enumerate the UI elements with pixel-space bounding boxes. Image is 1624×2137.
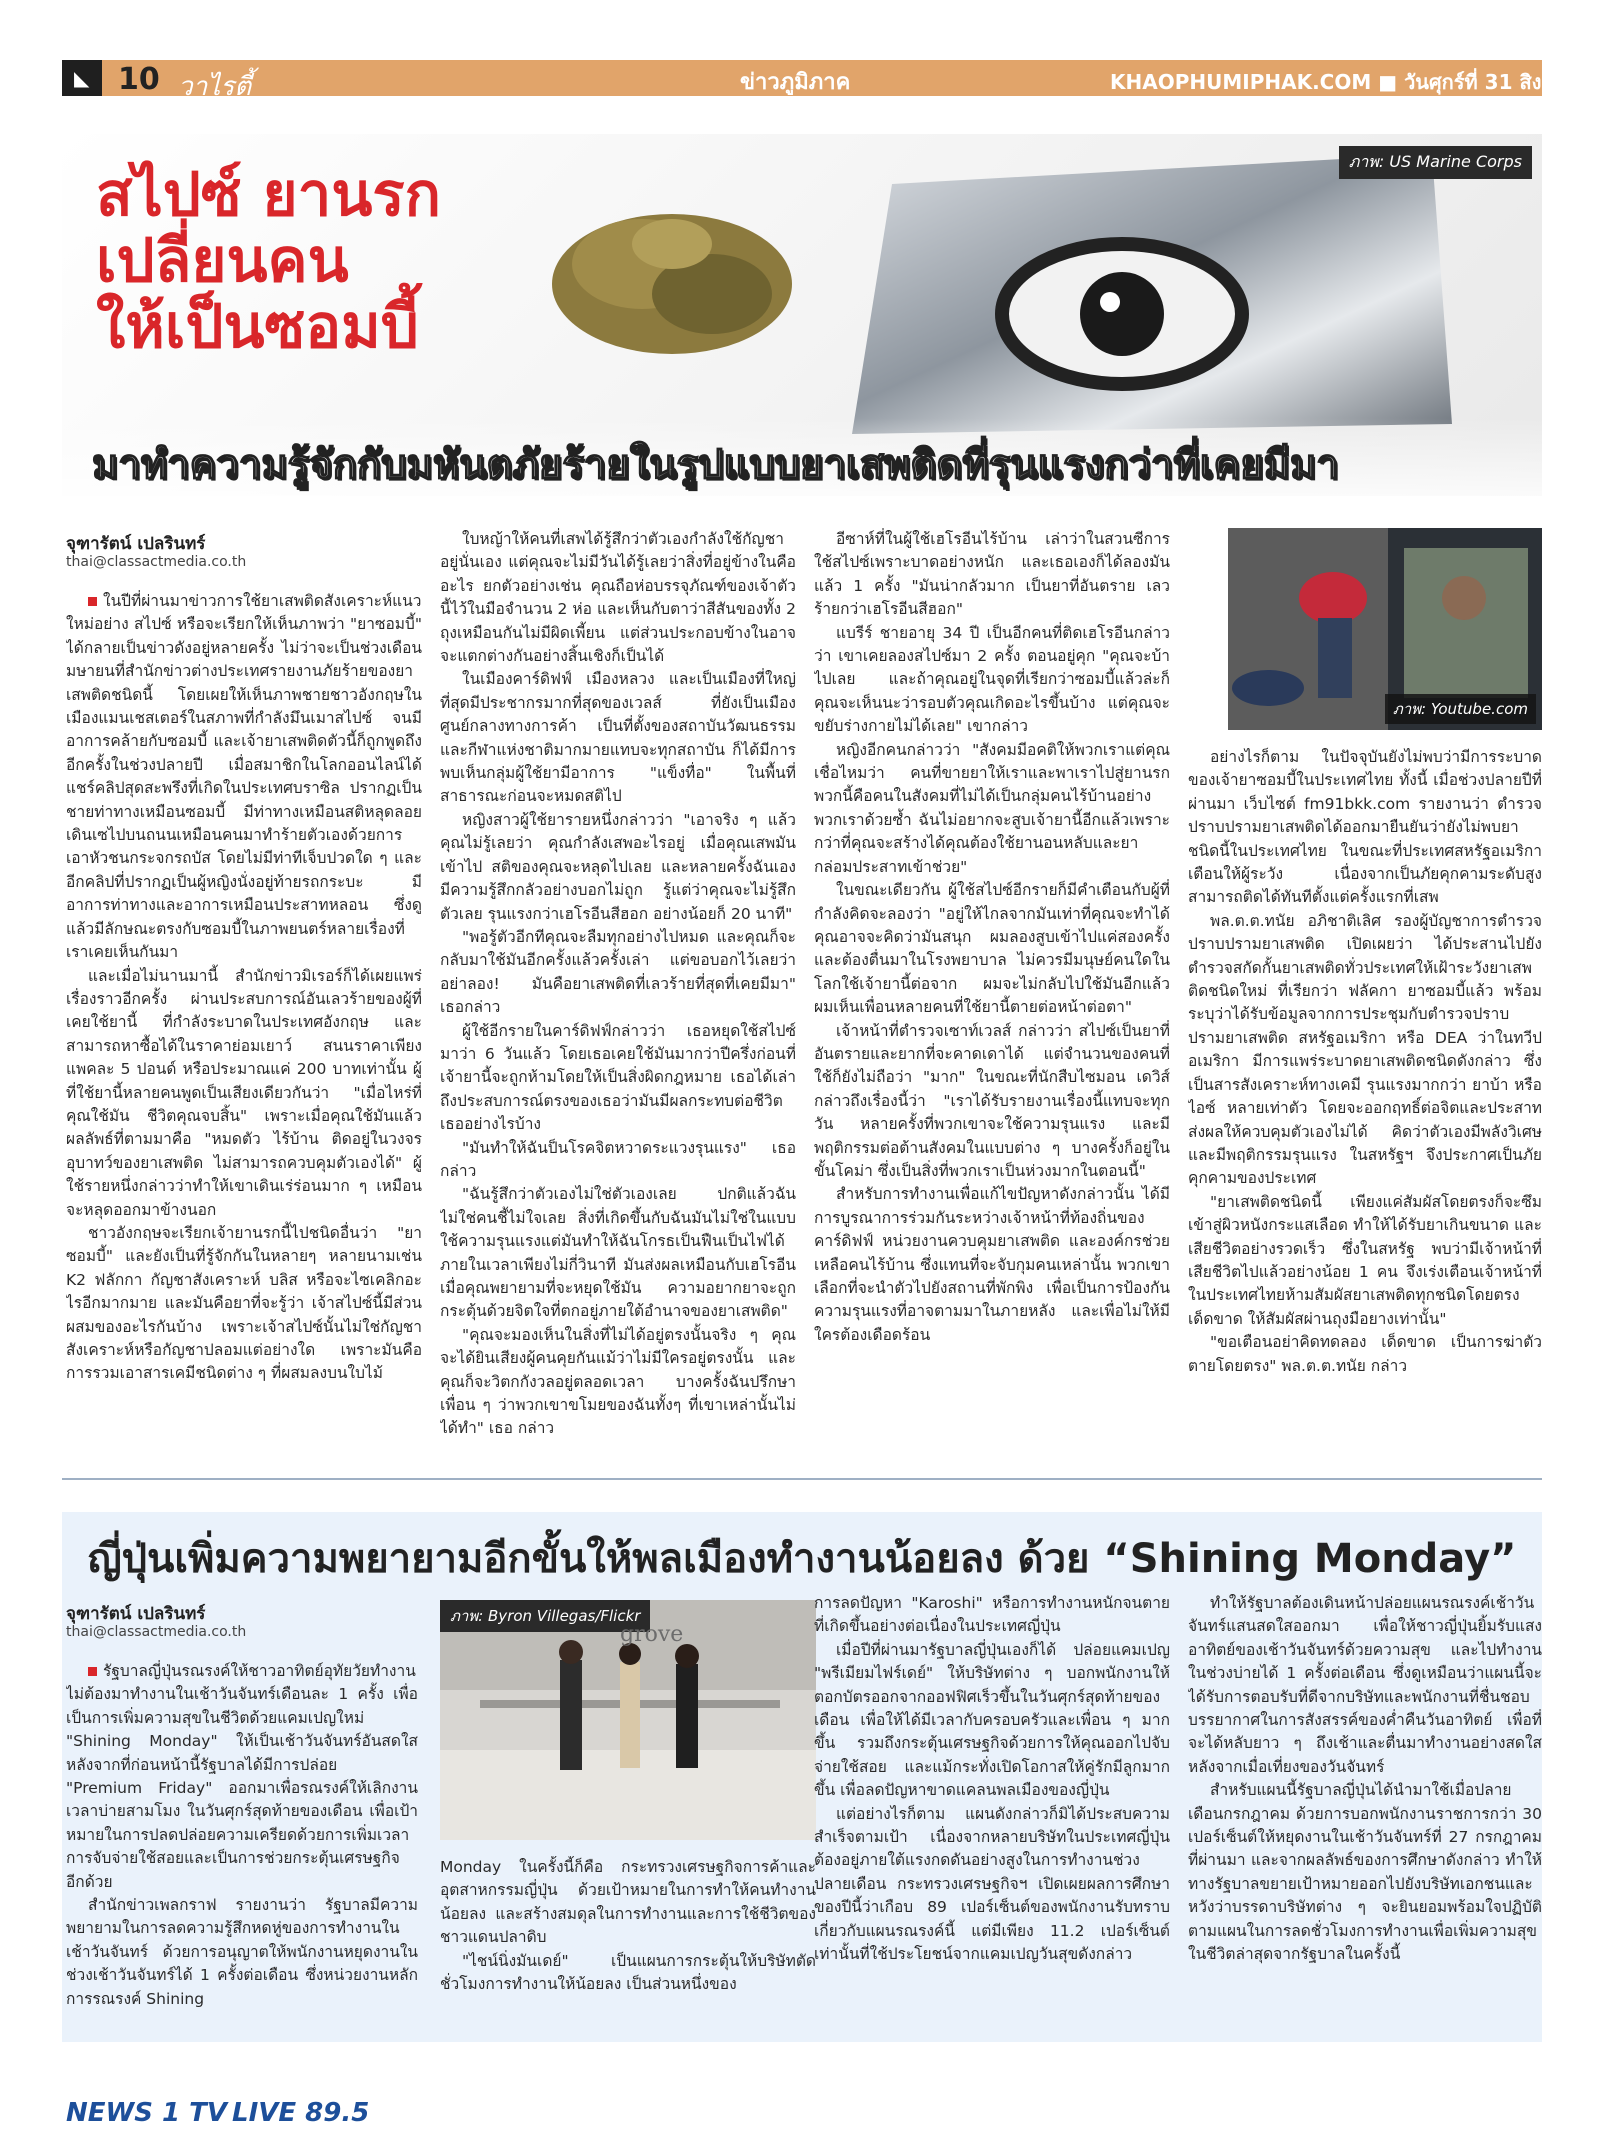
article1-subtitle-band [62, 418, 1542, 496]
paragraph: แบรีร์ ชายอายุ 34 ปี เป็นอีกคนที่ติดเฮโรอีนกล่าวว่า เขาเคยลองสไปซ์มา 2 ครั้ง ตอนอยู่คุก "คุณจะบ้าไปเลย และถ้าคุณอยู่ในจุดที่เรียกว่าซอมบี้แล้วล่ะก็ คุณจะเห็นนะว่ารอบตัวคุณเกิดอะไรขึ้นบ้าง แต่คุณจะขยับร่างกายไม่ได้เลย" เขากล่าว [814, 623, 1170, 736]
paragraph: และเมื่อไม่นานมานี้ สำนักข่าวมิเรอร์ก็ได้เผยแพร่เรื่องราวอีกครั้ง ผ่านประสบการณ์อันเลวร้ายของผู้ที่เคยใช้ยานี้ ที่กำลังระบาดในประเทศอังกฤษ และสามารถหาซื้อได้ในราคาย่อมเยาว์ สนนราคาเพียงแพคละ 5 ปอนด์ หรือประมาณแค่ 200 บาทเท่านั้น ผู้ที่ใช้ยานี้หลายคนพูดเป็นเสียงเดียวกันว่า "เมื่อไหร่ที่คุณใช้มัน ชีวิตคุณจบสิ้น" เพราะเมื่อคุณใช้มันแล้ว ผลลัพธ์ที่ตามมาคือ "หมดตัว ไร้บ้าน ติดอยู่ในวงจรอุบาทว์ของยาเสพติด ไม่สามารถควบคุมตัวเองได้" ผู้ใช้รายหนึ่งกล่าวว่าทำให้เขาเดินเร่ร่อนมาก ๆ เหมือนจะหลุดออกมาข้างนอก [66, 966, 422, 1219]
newspaper-logo: ข่าวภูมิภาค [740, 70, 851, 95]
paragraph: พล.ต.ต.ทนัย อภิชาติเลิศ รองผู้บัญชาการตำรวจปราบปรามยาเสพติด เปิดเผยว่า ได้ประสานไปยังตำรวจสกัดกั้นยาเสพติดทั่วประเทศให้เฝ้าระวังยาเสพติดชนิดใหม่ ที่เรียกว่า ฟลัคกา ยาซอมบี้แล้ว พร้อมระบุว่าได้รับข้อมูลจากการประชุมกับตำรวจปราบปรามยาเสพติด สหรัฐอเมริกา หรือ DEA ว่าในทวีปอเมริกา มีการแพร่ระบาดยาเสพติดชนิดดังกล่าว ซึ่งเป็นสารสังเคราะห์ทางเคมี รุนแรงมากกว่า ยาบ้า หรือไอซ์ หลายเท่าตัว โดยจะออกฤทธิ์ต่อจิตและประสาท ส่งผลให้ควบคุมตัวเองไม่ได้ คิดว่าตัวเองมีพลังวิเศษ และมีพฤติกรรมรุนแรง ในสหรัฐฯ จึงประกาศเป็นภัยคุกคามของประเทศ [1188, 911, 1542, 1188]
article1-photo-credit: ภาพ: US Marine Corps [1339, 146, 1532, 179]
paragraph: ในขณะเดียวกัน ผู้ใช้สไปซ์อีกรายก็มีคำเตือนกับผู้ที่กำลังคิดจะลองว่า "อยู่ให้ไกลจากมันเท่าที่คุณจะทำได้ คุณอาจจะคิดว่ามันสนุก ผมลองสูบเข้าไปแค่สองครั้งและต้องตื่นมาในโรงพยาบาล ไม่ควรมีมนุษย์คนใดในโลกใช้เจ้ายานี้ต่อจาก ผมจะไม่กลับไปใช้มันอีกแล้ว ผมเห็นเพื่อนหลายคนที่ใช้ยานี้ตายต่อหน้าต่อตา" [814, 881, 1170, 1017]
article2-author: จุฑารัตน์ เปลรินทร์ [66, 1604, 206, 1624]
article1-side-photo-credit: ภาพ: Youtube.com [1385, 694, 1536, 724]
article1-subtitle: มาทำความรู้จักกับมหันตภัยร้ายในรูปแบบยาเสพติดที่รุนแรงกว่าที่เคยมีมา [92, 442, 1339, 488]
section-label: วาไรตี้ [178, 72, 252, 102]
article2-box [62, 1512, 1542, 2042]
paragraph: ชาวอังกฤษจะเรียกเจ้ายานรกนี้ไปชนิดอื่นว่า "ยาซอมบี้" และยังเป็นที่รู้จักกันในหลายๆ หลายนามเช่น K2 ฟลักกา กัญชาสังเคราะห์ บลิส หรือจะไซเคลิกอะไรอีกมากมาย และมันคือยาที่จะรู้ว่า เจ้าสไปซ์นี้มีส่วนผสมของอะไรกันบ้าง เพราะเจ้าสไปซ์นั้นไม่ใช่กัญชาสังเคราะห์หรือกัญชาปลอมแต่อย่างใด เพราะมันคือการรวมเอาสารเคมีชนิดต่าง ๆ ที่ผสมลงบนใบไม้ [66, 1223, 422, 1383]
article2-column-1 [66, 1660, 418, 2032]
article2-photo [440, 1600, 816, 1840]
article1-hero [62, 134, 1542, 496]
paragraph: แต่อย่างไรก็ตาม แผนดังกล่าวก็มิได้ประสบความสำเร็จตามเป้า เนื่องจากหลายบริษัทในประเทศญี่ปุ่นต้องอยู่ภายใต้แรงกดดันอย่างสูงในการทำงานช่วงปลายเดือน กระทรวงเศรษฐกิจฯ เปิดเผยผลการศึกษาของปีนี้ว่าเกือบ 89 เปอร์เซ็นต์ของพนักงานรับทราบเกี่ยวกับแผนรณรงค์นี้ แต่มีเพียง 11.2 เปอร์เซ็นต์เท่านั้นที่ใช้ประโยชน์จากแคมเปญวันสุขดังกล่าว [814, 1804, 1170, 1964]
paragraph: อย่างไรก็ตาม ในปัจจุบันยังไม่พบว่ามีการระบาดของเจ้ายาซอมบี้ในประเทศไทย ทั้งนี้ เมื่อช่วงปลายปีที่ผ่านมา เว็บไซต์ fm91bkk.com รายงานว่า ตำรวจปราบปรามยาเสพติดได้ออกมายืนยันว่ายังไม่พบยาชนิดนี้ในประเทศไทย ในขณะที่ประเทศสหรัฐอเมริกาเตือนให้ผู้ระวัง เนื่องจากเป็นภัยคุกคามระดับสูง สามารถติดได้ทันทีตั้งแต่ครั้งแรกที่เสพ [1188, 748, 1542, 907]
page-number: 10 [118, 62, 160, 97]
title-line-2: เปลี่ยนคน [96, 226, 349, 296]
paragraph: เจ้าหน้าที่ตำรวจเซาท์เวลส์ กล่าวว่า สไปซ์เป็นยาที่อันตรายและยากที่จะคาดเดาได้ แต่จำนวนของคนที่ใช้ก็ยังไม่ถือว่า "มาก" ในขณะที่นักสืบไซมอน เดวิส์ กล่าวถึงเรื่องนี้ว่า "เราได้รับรายงานเรื่องนี้แทบจะทุกวัน หลายครั้งที่พวกเขาจะใช้ความรุนแรง และมีพฤติกรรมต่อต้านสังคมในแบบต่าง ๆ บางครั้งก็อยู่ในขั้นโคม่า ซึ่งเป็นสิ่งที่พวกเราเป็นห่วงมากในตอนนี้" [814, 1021, 1170, 1180]
article2-headline: ญี่ปุ่นเพิ่มความพยายามอีกขั้นให้พลเมืองทำงานน้อยลง ด้วย “Shining Monday” [87, 1536, 1517, 1582]
corner-arrow-icon: ◣ [74, 66, 90, 90]
paragraph: สำหรับแผนนี้รัฐบาลญี่ปุ่นได้นำมาใช้เมื่อปลายเดือนกรกฎาคม ด้วยการบอกพนักงานราชการกว่า 30 เปอร์เซ็นต์ให้หยุดงานในเช้าวันจันทร์ที่ 27 กรกฎาคม ที่ผ่านมา และจากผลลัพธ์ของการศึกษาดังกล่าว ทำให้ทางรัฐบาลขยายเป้าหมายออกไปยังบริษัทเอกชนและหวังว่าบรรดาบริษัทต่าง ๆ จะยินยอมพร้อมใจปฏิบัติตามแผนในการลดชั่วโมงการทำงานเพื่อเพิ่มความสุขในชีวิตล่าสุดจากรัฐบาลในครั้งนี้ [1188, 1781, 1542, 1964]
header-corner [62, 60, 102, 96]
website-dateline: KHAOPHUMIPHAK.COM ■ วันศุกร์ที่ 31 สิงหาคม 2561 [1110, 70, 1593, 122]
paragraph: "คุณจะมองเห็นในสิ่งที่ไม่ได้อยู่ตรงนั้นจริง ๆ คุณจะได้ยินเสียงผู้คนคุยกันแม้ว่าไม่มีใครอยู่ตรงนั้น และคุณก็จะวิตกกังวลอยู่ตลอดเวลา บางครั้งฉันปรึกษาเพื่อน ๆ ว่าพวกเขาขโมยของฉันทั้งๆ ที่เขาเหล่านั้นไม่ได้ทำ" เธอ กล่าว [440, 1325, 796, 1438]
paragraph: การลดปัญหา "Karoshi" หรือการทำงานหนักจนตายที่เกิดขึ้นอย่างต่อเนื่องในประเทศญี่ปุ่น [814, 1594, 1170, 1636]
paragraph: "พอรู้ตัวอีกทีคุณจะลืมทุกอย่างไปหมด และคุณก็จะกลับมาใช้มันอีกครั้งแล้วครั้งเล่า แต่ขอบอกไว้เลยว่าอย่าลอง! มันคือยาเสพติดที่เลวร้ายที่สุดที่เคยมีมา" เธอกล่าว [440, 927, 796, 1017]
article1-column-3 [814, 528, 1170, 1460]
article1-column-1 [66, 590, 422, 1460]
article-start-bullet-icon [88, 1667, 97, 1676]
article2-column-2 [440, 1856, 816, 2032]
article2-column-4 [1188, 1592, 1542, 2032]
news1tv-logo: NEWS 1 TV [66, 2098, 227, 2128]
article1-title [96, 162, 441, 360]
paragraph: ในเมืองคาร์ดิฟฟ์ เมืองหลวง และเป็นเมืองที่ใหญ่ที่สุดมีประชากรมากที่สุดของเวลส์ ที่ยังเป็นเมืองศูนย์กลางทางการค้า เป็นที่ตั้งของสถาบันวัฒนธรรม และกีฬาแห่งชาติมากมายแทบจะทุกสถาบัน ก็ได้มีการพบเห็นกลุ่มผู้ใช้ยามีอาการ "แข็งทื่อ" ในพื้นที่สาธารณะก่อนจะหมดสติไป [440, 670, 796, 806]
title-line-1: สไปซ์ ยานรก [96, 160, 441, 230]
article1-email: thai@classactmedia.co.th [66, 554, 247, 570]
paragraph: หญิงอีกคนกล่าวว่า "สังคมมีอคติให้พวกเราแต่คุณเชื่อไหมว่า คนที่ขายยาให้เราและพาเราไปสู่ยานรกพวกนี้คือคนในสังคมที่ไม่ได้เป็นกลุ่มคนไร้บ้านอย่างพวกเราด้วยซ้ำ ฉันไม่อยากจะสูบเจ้ายานี้อีกแล้วเพราะกว่าที่คุณจะสร้างได้คุณต้องใช้ยานอนหลับและยากล่อมประสาทเข้าช่วย" [814, 740, 1170, 876]
paragraph: อีซาห์ที่ในผู้ใช้เฮโรอีนไร้บ้าน เล่าว่าในสวนซีการใช้สไปซ์เพราะบาดอย่างหนัก และเธอเองก็ได้ลองมันแล้ว 1 ครั้ง "มันน่ากลัวมาก เป็นยาที่อันตราย เลวร้ายกว่าเฮโรอีนสีฮอก" [814, 530, 1170, 619]
article1-column-4 [1188, 746, 1542, 1460]
article2-column-3 [814, 1592, 1170, 2032]
paragraph: ในปีที่ผ่านมาข่าวการใช้ยาเสพติดสังเคราะห์แนวใหม่อย่าง สไปซ์ หรือจะเรียกให้เห็นภาพว่า "ยาซอมบี้" ได้กลายเป็นข่าวดังอยู่หลายครั้ง ไม่ว่าจะเป็นช่วงเดือนมษายนที่สำนักข่าวต่างประเทศรายงานภัยร้ายของยาเสพติดชนิดนี้ โดยเผยให้เห็นภาพชายชาวอังกฤษในเมืองแมนเชสเตอร์ในสภาพที่กำลังมึนเมาสไปซ์ จนมีอาการคล้ายกับซอมบี้ และเจ้ายาเสพติดตัวนี้ก็ถูกพูดถึงอีกครั้งในช่วงปลายปี เมื่อสมาชิกในโลกออนไลน์ได้แชร์คลิปสุดสะพรึงที่เกิดในประเทศบราซิล ปรากฏเป็นชายท่าทางเหมือนซอมบี้ มีท่าทางเหมือนสติหลุดลอย เดินเซไปบนถนนเหมือนคนมาทำร้ายตัวเองด้วยการเอาหัวชนกระจกรถบัส โดยไม่มีท่าทีเจ็บปวดใด ๆ และอีกคลิปที่ปรากฏเป็นผู้หญิงนั่งอยู่ท้ายรถกระบะ มีอาการท่าทางและอาการเหมือนประสาทหลอน ซึ่งดูแล้วมีลักษณะตรงกับซอมบี้ในภาพยนตร์หลายเรื่องที่เราเคยเห็นกันมา [66, 592, 422, 962]
paragraph: ผู้ใช้อีกรายในคาร์ดิฟฟ์กล่าวว่า เธอหยุดใช้สไปซ์มาว่า 6 วันแล้ว โดยเธอเคยใช้มันมากว่าปีครึ่งก่อนที่เจ้ายานี้จะถูกห้ามโดยให้เป็นสิ่งผิดกฎหมาย เธอได้เล่าถึงประสบการณ์ตรงของเธอว่ามันมีผลกระทบต่อชีวิตเธออย่างไรบ้าง [440, 1021, 796, 1134]
paragraph: "มันทำให้ฉันป็นโรคจิตหวาดระแวงรุนแรง" เธอกล่าว [440, 1138, 796, 1180]
article-divider [62, 1478, 1542, 1480]
paragraph: สำหรับการทำงานเพื่อแก้ไขปัญหาดังกล่าวนั้น ได้มีการบูรณาการร่วมกันระหว่างเจ้าหน้าที่ท้องถิ่นของคาร์ดิฟฟ์ หน่วยงานควบคุมยาเสพติด และองค์กรช่วยเหลือคนไร้บ้าน ซึ่งแทนที่จะจับกุมคนเหล่านั้น พวกเขาเลือกที่จะนำตัวไปยังสถานที่พักพิง เพื่อเป็นการป้องกันความรุนแรงที่อาจตามมาในภายหลัง และเพื่อไม่ให้มีใครต้องเดือดร้อน [814, 1185, 1170, 1344]
storefront-sign: grove [620, 1622, 684, 1647]
herb-pile-image [542, 174, 802, 364]
paragraph: ทำให้รัฐบาลต้องเดินหน้าปล่อยแผนรณรงค์เช้าวันจันทร์แสนสดใสออกมา เพื่อให้ชาวญี่ปุ่นยิ้มรับแสงอาทิตย์ของเช้าวันจันทร์ด้วยความสุข และไปทำงานในช่วงบ่ายได้ 1 ครั้งต่อเดือน ซึ่งดูเหมือนว่าแผนนี้จะได้รับการตอบรับที่ดีจากบริษัทและพนักงานที่ชื่นชอบบรรยากาศในการสังสรรค์ของค่ำคืนวันอาทิตย์ เพื่อที่จะได้หลับยาว ๆ ถึงเช้าและตื่นมาทำงานอย่างสดใสหลังจากเมื่อเที่ยงของวันจันทร์ [1188, 1594, 1542, 1776]
title-line-3: ให้เป็นซอมบี้ [96, 292, 419, 362]
paragraph: สำนักข่าวเพลกราฟ รายงานว่า รัฐบาลมีความพยายามในการลดความรู้สึกหดหู่ของการทำงานในเช้าวันจันทร์ ด้วยการอนุญาตให้พนักงานหยุดงานในช่วงเช้าวันจันทร์ได้ 1 ครั้งต่อเดือน ซึ่งหน่วยงานหลักการรณรงค์ Shining [66, 1896, 418, 2008]
paragraph: หญิงสาวผู้ใช้ยารายหนึ่งกล่าวว่า "เอาจริง ๆ แล้วคุณไม่รู้เลยว่า คุณกำลังเสพอะไรอยู่ เมื่อคุณเสพมันเข้าไป สติของคุณจะหลุดไปเลย และหลายครั้งฉันเองมีความรู้สึกกลัวอย่างบอกไม่ถูก รู้แต่ว่าคุณจะไม่รู้สึกตัวเลย รุนแรงกว่าเฮโรอีนสีฮอก อย่างน้อยก็ 20 นาที" [440, 810, 796, 923]
article-start-bullet-icon [88, 597, 97, 606]
live-radio-logo: LIVE 89.5 [232, 2098, 370, 2128]
paragraph: "ขอเตือนอย่าคิดทดลอง เด็ดขาด เป็นการฆ่าตัวตายโดยตรง" พล.ต.ต.ทนัย กล่าว [1188, 1333, 1542, 1375]
spice-packet-image [832, 154, 1452, 434]
paragraph: รัฐบาลญี่ปุ่นรณรงค์ให้ชาวอาทิตย์อุทัยวัยทำงานไม่ต้องมาทำงานในเช้าวันจันทร์เดือนละ 1 ครั้ง เพื่อเป็นการเพิ่มความสุขในชีวิตด้วยแคมเปญใหม่ "Shining Monday" ให้เป็นเช้าวันจันทร์อันสดใส หลังจากที่ก่อนหน้านี้รัฐบาลได้มีการปล่อย "Premium Friday" ออกมาเพื่อรณรงค์ให้เลิกงานเวลาบ่ายสามโมง ในวันศุกร์สุดท้ายของเดือน เพื่อเป้าหมายในการปลดปล่อยความเครียดด้วยการเพิ่มเวลาการจับจ่ายใช้สอยและเป็นการช่วยกระตุ้นเศรษฐกิจอีกด้วย [66, 1662, 418, 1891]
paragraph: "ไชน์นิ่งมันเดย์" เป็นแผนการกระตุ้นให้บริษัทตัดชั่วโมงการทำงานให้น้อยลง เป็นส่วนหนึ่งของ [440, 1951, 816, 1994]
article2-photo-credit: ภาพ: Byron Villegas/Flickr [440, 1600, 650, 1632]
paragraph: "ฉันรู้สึกว่าตัวเองไม่ใช่ตัวเองเลย ปกติแล้วฉันไม่ใช่คนชี้ไม่ใจเลย สิ่งที่เกิดขึ้นกับฉันมันไม่ใช่ในแบบใช้ความรุนแรงแต่มันทำให้ฉันโกรธเป็นฟืนเป็นไฟได้ภายในเวลาเพียงไม่กี่วินาที มันส่งผลเหมือนกับเฮโรอีน เมื่อคุณพยายามที่จะหยุดใช้มัน ความอยากยาจะถูกกระตุ้นด้วยจิตใจที่ตกอยู่ภายใต้อำนาจของยาเสพติด" [440, 1185, 796, 1321]
paragraph: ใบหญ้าให้คนที่เสพได้รู้สึกว่าตัวเองกำลังใช้กัญชาอยู่นั่นเอง แต่คุณจะไม่มีวันได้รู้เลยว่าสิ่งที่อยู่ข้างในคืออะไร ยกตัวอย่างเช่น คุณถือห่อบรรจุภัณฑ์ของเจ้าตัวนี้ไว้ในมือจำนวน 2 ห่อ และเห็นกับตาว่าสีสันของทั้ง 2 ถุงเหมือนกันไม่มีผิดเพี้ยน แต่ส่วนประกอบข้างในอาจจะแตกต่างกันอย่างสิ้นเชิงก็เป็นได้ [440, 530, 796, 666]
paragraph: Monday ในครั้งนี้ก็คือ กระทรวงเศรษฐกิจการค้าและอุตสาหกรรมญี่ปุ่น ด้วยเป้าหมายในการทำให้คนทำงานน้อยลง และสร้างสมดุลในการทำงานและการใช้ชีวิตของชาวแดนปลาดิบ [440, 1858, 816, 1947]
article1-author: จุฑารัตน์ เปลรินทร์ [66, 534, 206, 554]
article1-side-photo [1228, 528, 1542, 730]
article1-column-2 [440, 528, 796, 1460]
paragraph: "ยาเสพติดชนิดนี้ เพียงแค่สัมผัสโดยตรงก็จะซึมเข้าสู่ผิวหนังกระแสเลือด ทำให้ได้รับยาเกินขนาด และเสียชีวิตอย่างรวดเร็ว ซึ่งในสหรัฐ พบว่ามีเจ้าหน้าที่เสียชีวิตไปแล้วอย่างน้อย 1 คน จึงเร่งเตือนเจ้าหน้าที่ในประเทศไทยห้ามสัมผัสยาเสพติดทุกชนิดโดยตรงเด็ดขาด ให้สัมผัสผ่านถุงมือยางเท่านั้น" [1188, 1192, 1542, 1328]
paragraph: เมื่อปีที่ผ่านมารัฐบาลญี่ปุ่นเองก็ได้ ปล่อยแคมเปญ "พรีเมียมไฟร์เดย์" ให้บริษัทต่าง ๆ บอกพนักงานให้ตอกบัตรออกจากออฟฟิศเร็วขึ้นในวันศุกร์สุดท้ายของเดือน เพื่อให้ได้มีเวลากับครอบครัวและเพื่อน ๆ มากขึ้น รวมถึงกระตุ้นเศรษฐกิจด้วยการให้คุณออกไปจับจ่ายใช้สอย และแม้กระทั่งเปิดโอกาสให้คู่รักมีลูกมากขึ้น เพื่อลดปัญหาขาดแคลนพลเมืองของญี่ปุ่น [814, 1640, 1170, 1800]
article2-email: thai@classactmedia.co.th [66, 1624, 247, 1640]
